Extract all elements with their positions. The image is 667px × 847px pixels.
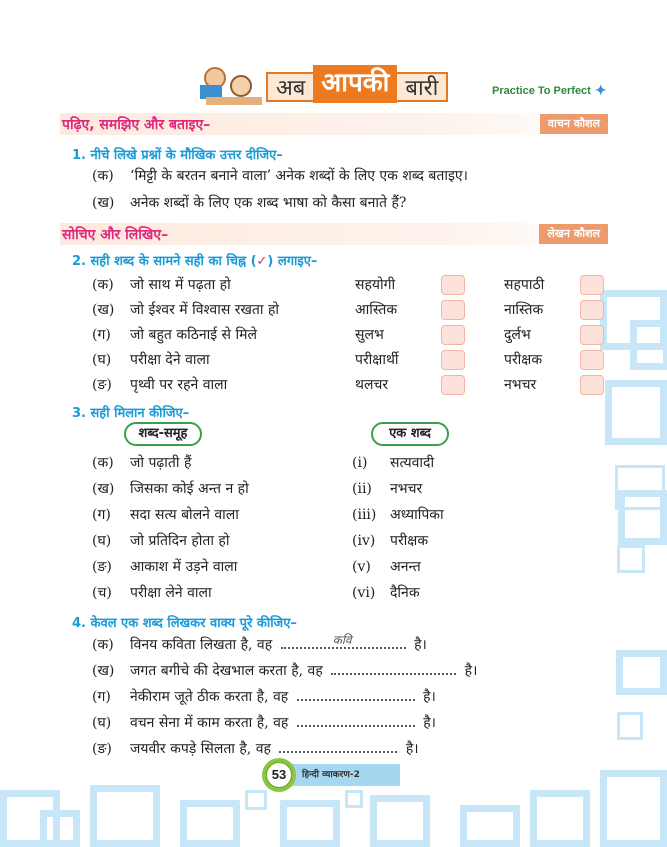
item-text: वचन सेना में काम करता है, वह xyxy=(130,715,289,731)
item-text: जो प्रतिदिन होता हो xyxy=(130,533,230,549)
item-label: (च) xyxy=(92,585,112,601)
checkbox-option-1[interactable] xyxy=(441,375,465,395)
question-3-title: 3. सही मिलान कीजिए– xyxy=(72,406,190,421)
item-text: जिसका कोई अन्त न हो xyxy=(130,481,249,497)
fill-blank-item xyxy=(92,661,477,680)
fill-blank-item xyxy=(92,687,436,706)
column-header-one-word: एक शब्द xyxy=(371,422,449,446)
item-text: जयवीर कपड़े सिलता है, वह xyxy=(130,741,271,757)
checkbox-option-1[interactable] xyxy=(441,275,465,295)
item-text: ‘मिट्टी के बरतन बनाने वाला’ अनेक शब्दों के लिए एक शब्द बताइए। xyxy=(130,168,468,184)
fill-blank-item xyxy=(92,635,427,654)
item-label: (ख) xyxy=(92,302,115,318)
sentence-end: है। xyxy=(423,715,436,731)
item-text: परीक्षा लेने वाला xyxy=(130,585,212,601)
item-text: जगत बगीचे की देखभाल करता है, वह xyxy=(130,663,323,679)
book-title: हिन्दी व्याकरण-2 xyxy=(290,764,400,786)
match-right-item xyxy=(352,479,422,498)
column-header-word-group: शब्द-समूह xyxy=(124,422,202,446)
skill-tag: वाचन कौशल xyxy=(540,114,608,134)
item-text: जो साथ में पढ़ता हो xyxy=(130,277,231,293)
sentence-end: है। xyxy=(464,663,478,679)
banner-prefix: अब xyxy=(276,76,306,101)
option-2: नभचर xyxy=(504,377,537,393)
sentence-end: है। xyxy=(423,689,436,705)
banner-suffix: बारी xyxy=(405,76,439,101)
item-label: (ङ) xyxy=(92,377,112,393)
item-text: सदा सत्य बोलने वाला xyxy=(130,507,239,523)
item-text: जो पढ़ाती हैं xyxy=(130,455,192,471)
match-left-item xyxy=(92,505,239,524)
item-label: (ii) xyxy=(352,481,372,497)
item-text: नेकीराम जूते ठीक करता है, वह xyxy=(130,689,289,705)
match-left-item xyxy=(92,453,191,472)
check-mark-icon: ✓ xyxy=(256,254,268,269)
match-right-item xyxy=(352,531,428,550)
question-2-title xyxy=(72,251,317,269)
option-2: सहपाठी xyxy=(504,277,545,293)
question-4-title: 4. केवल एक शब्द लिखकर वाक्य पूरे कीजिए– xyxy=(72,616,297,631)
page-number: 53 xyxy=(266,762,292,788)
sentence-end: है। xyxy=(405,741,419,757)
checkbox-option-2[interactable] xyxy=(580,350,604,370)
q1-item xyxy=(92,193,406,212)
item-label: (vi) xyxy=(352,585,376,601)
option-1: सहयोगी xyxy=(355,277,396,293)
match-left-item xyxy=(92,557,237,576)
checkbox-option-2[interactable] xyxy=(580,325,604,345)
item-label: (ग) xyxy=(92,507,111,523)
answer-blank[interactable] xyxy=(279,743,397,753)
checkbox-option-2[interactable] xyxy=(580,275,604,295)
item-label: (क) xyxy=(92,277,114,293)
title-prefix: 2. सही शब्द के सामने सही का चिह्न ( xyxy=(72,254,257,269)
option-1: आस्तिक xyxy=(355,302,398,318)
item-label: (क) xyxy=(92,455,114,471)
item-text: परीक्षक xyxy=(390,533,429,549)
answer-blank[interactable] xyxy=(297,691,415,701)
practice-tagline xyxy=(492,82,607,99)
section-title: पढ़िए, समझिए और बताइए– xyxy=(62,116,211,133)
item-text: परीक्षा देने वाला xyxy=(130,352,210,368)
item-text: आकाश में उड़ने वाला xyxy=(130,559,238,575)
tagline-text: Practice To Perfect xyxy=(492,84,591,97)
option-1: थलचर xyxy=(355,377,389,393)
banner-highlight: आपकी xyxy=(313,65,397,103)
section-title: सोचिए और लिखिए– xyxy=(62,226,169,243)
page-footer xyxy=(262,760,400,790)
item-text: पृथ्वी पर रहने वाला xyxy=(130,377,228,393)
skill-tag: लेखन कौशल xyxy=(539,224,608,244)
sentence-end: है। xyxy=(414,637,427,653)
option-1: सुलभ xyxy=(355,327,384,343)
q1-item xyxy=(92,166,468,185)
item-label: (i) xyxy=(352,455,368,471)
item-text: जो ईश्वर में विश्वास रखता हो xyxy=(130,302,280,318)
question-1-title: 1. नीचे लिखे प्रश्नों के मौखिक उत्तर दीजिए– xyxy=(72,148,283,163)
sparkle-icon: ✦ xyxy=(594,82,607,98)
item-label: (iii) xyxy=(352,507,377,523)
item-label: (घ) xyxy=(92,715,112,731)
item-label: (ख) xyxy=(92,663,115,679)
item-label: (ग) xyxy=(92,327,111,343)
item-label: (क) xyxy=(92,637,114,653)
checkbox-option-2[interactable] xyxy=(580,375,604,395)
answer-blank[interactable] xyxy=(331,665,456,675)
checkbox-option-2[interactable] xyxy=(580,300,604,320)
item-label: (v) xyxy=(352,559,371,575)
checkbox-option-1[interactable] xyxy=(441,300,465,320)
match-right-item xyxy=(352,453,434,472)
title-suffix: ) लगाइए– xyxy=(267,254,318,269)
leaf-badge-icon xyxy=(262,758,296,792)
match-left-item xyxy=(92,583,212,602)
item-label: (घ) xyxy=(92,352,112,368)
option-2: परीक्षक xyxy=(504,352,543,368)
item-text: जो बहुत कठिनाई से मिले xyxy=(130,327,257,343)
item-text: अनन्त xyxy=(390,559,421,575)
fill-blank-item xyxy=(92,739,419,758)
section-writing xyxy=(60,223,608,245)
children-illustration-icon xyxy=(200,67,266,107)
item-text: दैनिक xyxy=(390,585,420,601)
item-text: अनेक शब्दों के लिए एक शब्द भाषा को कैसा बनाते हैं? xyxy=(130,195,407,211)
option-2: दुर्लभ xyxy=(504,327,531,343)
answer-blank[interactable] xyxy=(297,717,415,727)
item-label: (क) xyxy=(92,168,114,184)
match-right-item xyxy=(352,557,421,576)
item-label: (ङ) xyxy=(92,741,112,757)
item-text: नभचर xyxy=(390,481,423,497)
option-2: नास्तिक xyxy=(504,302,544,318)
item-text: सत्यवादी xyxy=(390,455,435,471)
item-label: (ङ) xyxy=(92,559,112,575)
item-text: विनय कविता लिखता है, वह xyxy=(130,637,273,653)
checkbox-option-1[interactable] xyxy=(441,350,465,370)
item-label: (ग) xyxy=(92,689,111,705)
match-right-item xyxy=(352,583,420,602)
handwritten-answer: कवि xyxy=(332,633,352,647)
match-left-item xyxy=(92,479,249,498)
item-label: (iv) xyxy=(352,533,376,549)
answer-blank[interactable] xyxy=(281,633,406,649)
item-label: (ख) xyxy=(92,195,115,211)
item-label: (ख) xyxy=(92,481,115,497)
match-right-item xyxy=(352,505,444,524)
option-1: परीक्षार्थी xyxy=(355,352,399,368)
item-text: अध्यापिका xyxy=(390,507,444,523)
checkbox-option-1[interactable] xyxy=(441,325,465,345)
section-reading xyxy=(60,113,608,135)
activity-banner xyxy=(200,68,448,106)
match-left-item xyxy=(92,531,230,550)
item-label: (घ) xyxy=(92,533,112,549)
fill-blank-item xyxy=(92,713,436,732)
